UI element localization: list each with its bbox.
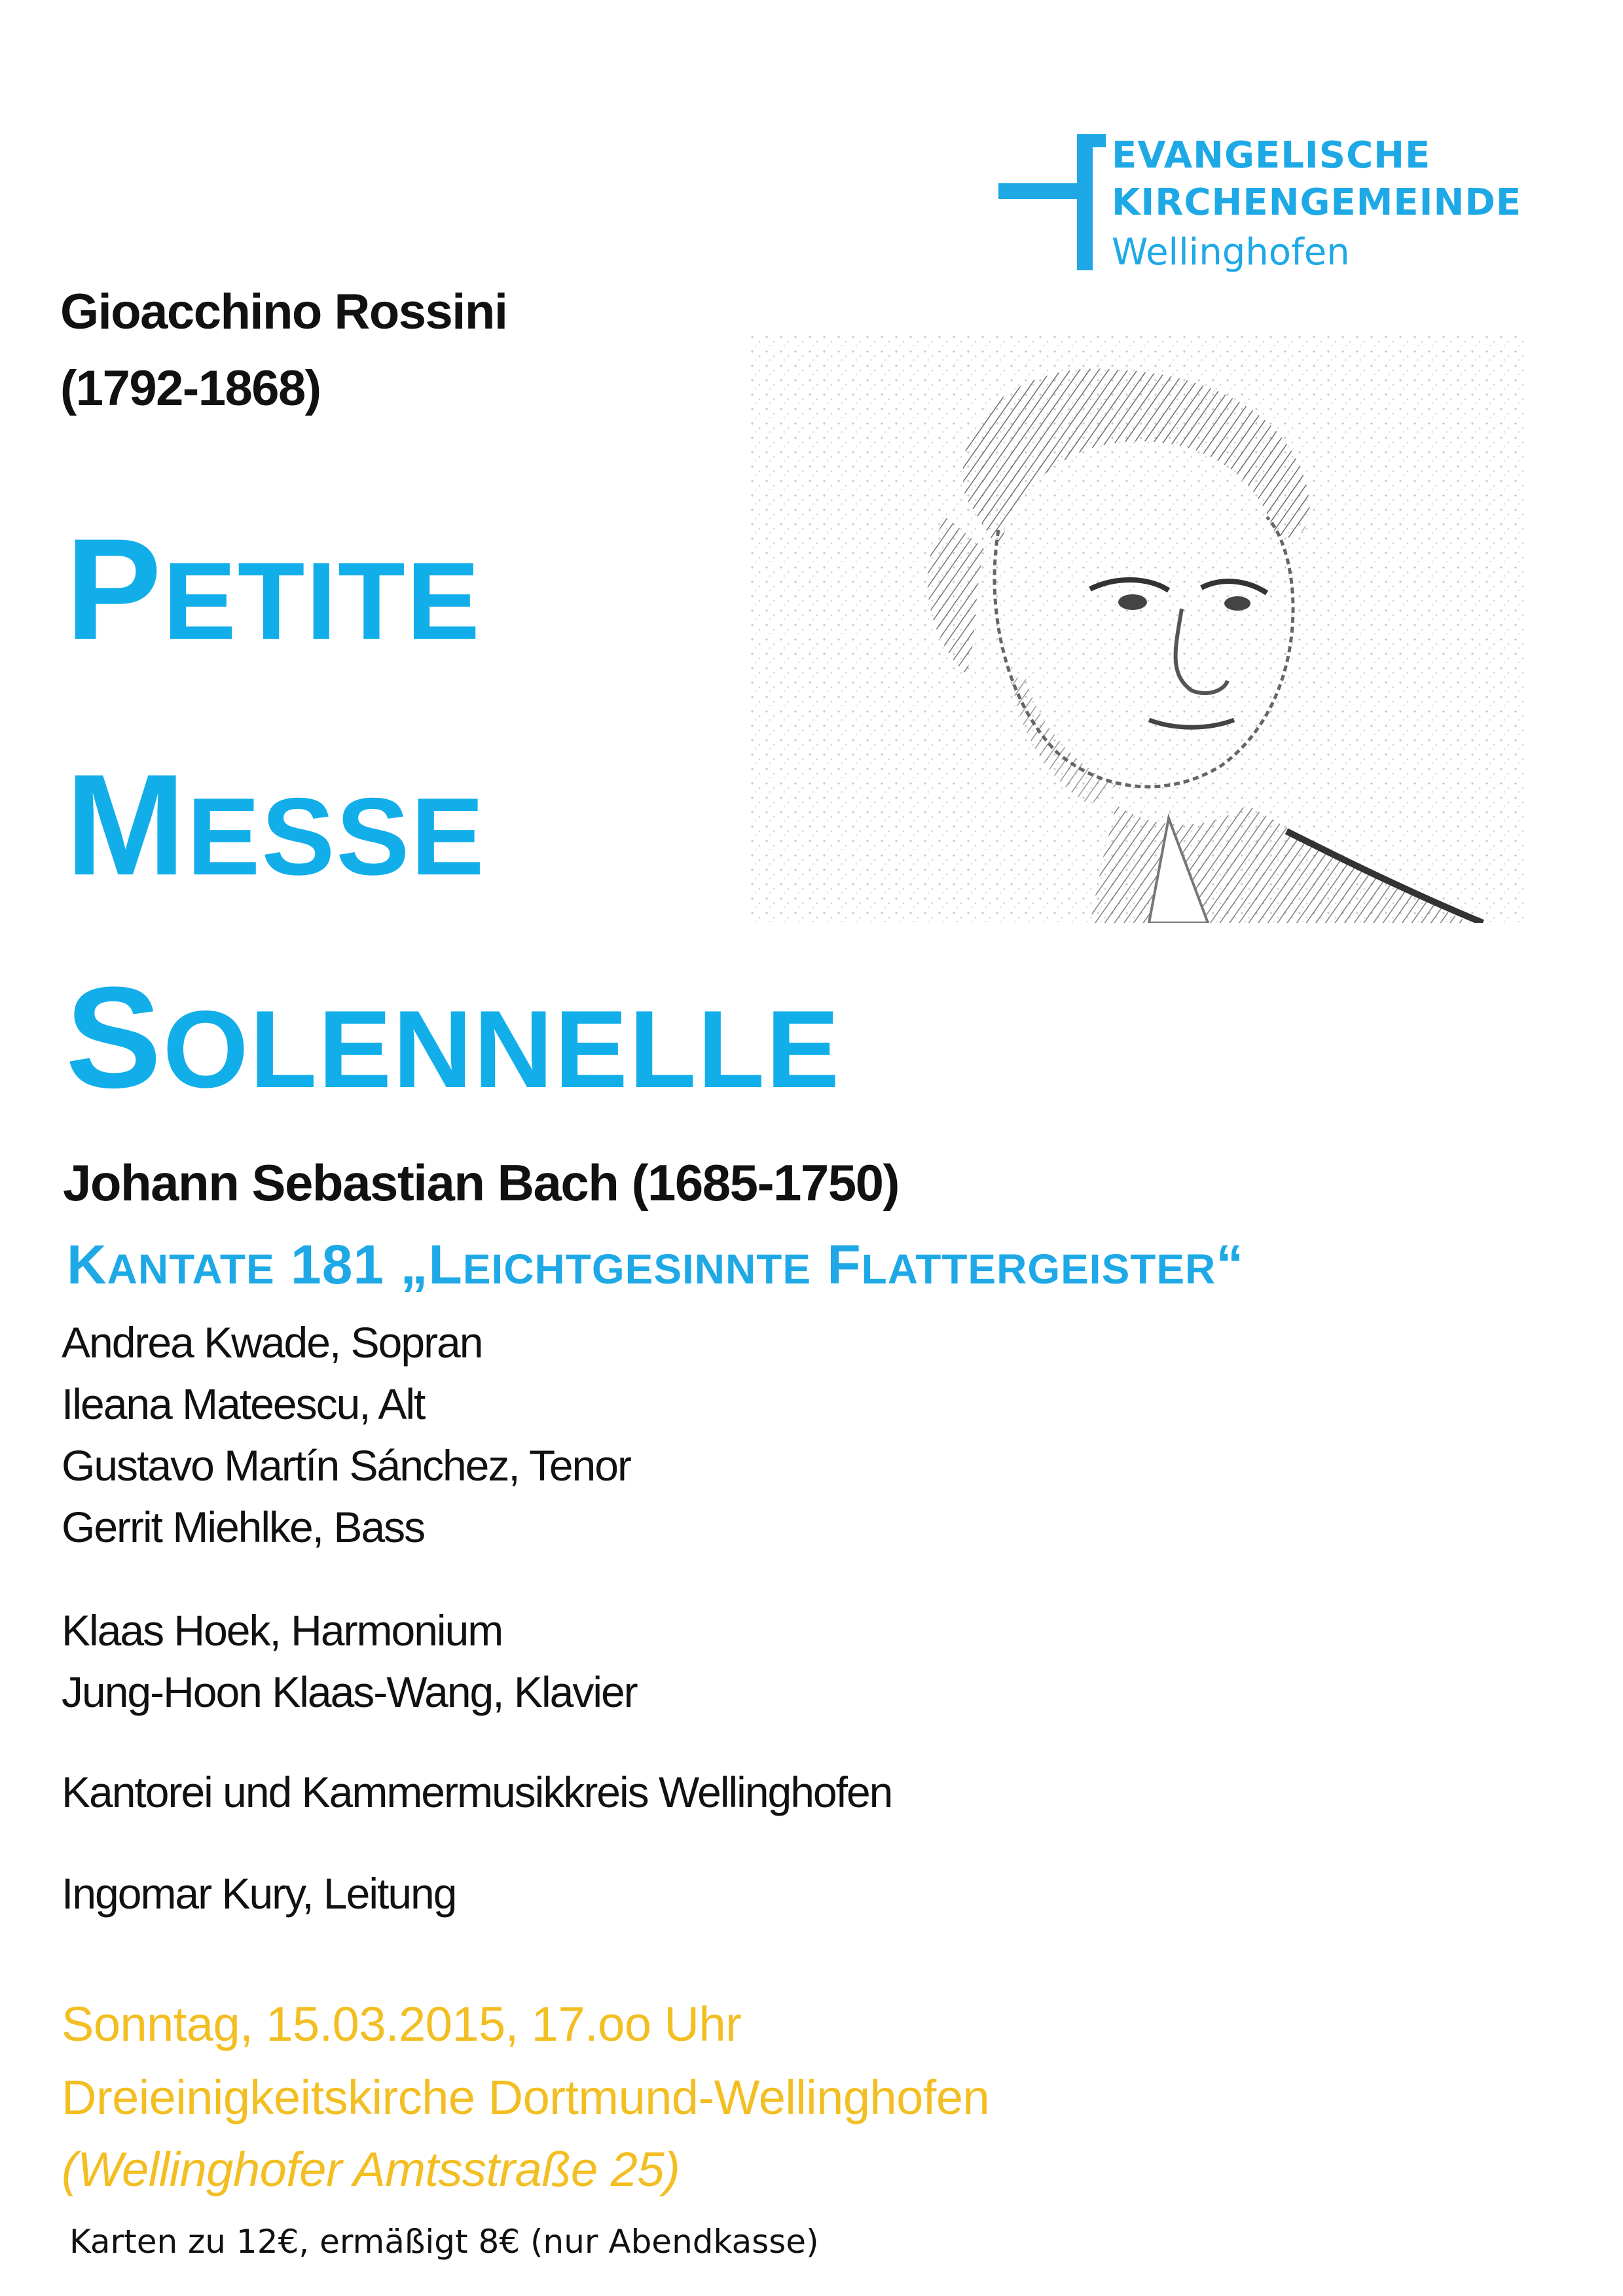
title-line-1-rest: ETITE bbox=[162, 539, 481, 662]
cantata-number: 181 „ bbox=[274, 1234, 429, 1295]
composer-name: Gioacchino Rossini bbox=[60, 284, 507, 340]
soloist-soprano: Andrea Kwade, Sopran bbox=[62, 1318, 483, 1367]
soloist-alt: Ileana Mateescu, Alt bbox=[62, 1380, 425, 1428]
cantata-close-quote: “ bbox=[1216, 1234, 1245, 1295]
second-composer: Johann Sebastian Bach (1685-1750) bbox=[63, 1154, 900, 1211]
title-line-1-initial: P bbox=[65, 509, 163, 670]
instrumentalist-harmonium: Klaas Hoek, Harmonium bbox=[62, 1606, 503, 1655]
cantata-l-initial: L bbox=[428, 1234, 463, 1295]
title-line-3 bbox=[65, 957, 841, 1118]
ensemble: Kantorei und Kammermusikkreis Wellinghofen bbox=[62, 1768, 892, 1816]
conductor: Ingomar Kury, Leitung bbox=[62, 1869, 456, 1918]
soloist-tenor: Gustavo Martín Sánchez, Tenor bbox=[62, 1441, 630, 1490]
cantata-k-initial: K bbox=[67, 1234, 107, 1295]
logo-line-2: KIRCHENGEMEINDE bbox=[1112, 181, 1522, 224]
cantata-k-rest: ANTATE bbox=[107, 1246, 275, 1293]
cantata-l-rest: EICHTGESINNTE bbox=[462, 1246, 811, 1293]
church-logo bbox=[998, 134, 1535, 285]
ticket-info: Karten zu 12€, ermäßigt 8€ (nur Abendkasse) bbox=[69, 2223, 819, 2261]
cantata-f-initial: F bbox=[811, 1234, 862, 1295]
event-address: (Wellinghofer Amtsstraße 25) bbox=[62, 2142, 680, 2197]
composer-years: (1792-1868) bbox=[60, 361, 321, 416]
instrumentalist-klavier: Jung-Hoon Klaas-Wang, Klavier bbox=[62, 1668, 637, 1716]
logo-line-3: Wellinghofen bbox=[1112, 231, 1350, 274]
cantata-f-rest: LATTERGEISTER bbox=[861, 1246, 1216, 1293]
title-line-3-initial: S bbox=[65, 957, 163, 1118]
cantata-title bbox=[67, 1234, 1245, 1295]
title-line-2-rest: ESSE bbox=[187, 775, 486, 898]
title-line-2-initial: M bbox=[65, 744, 187, 905]
title-line-1 bbox=[65, 509, 481, 670]
event-venue: Dreieinigkeitskirche Dortmund-Wellinghofen bbox=[62, 2070, 990, 2125]
title-line-3-rest: OLENNELLE bbox=[162, 988, 841, 1111]
rossini-portrait bbox=[750, 334, 1529, 923]
soloist-bass: Gerrit Miehlke, Bass bbox=[62, 1503, 425, 1551]
event-date-time: Sonntag, 15.03.2015, 17.oo Uhr bbox=[62, 1997, 742, 2051]
title-line-2 bbox=[65, 744, 486, 905]
logo-line-1: EVANGELISCHE bbox=[1112, 134, 1431, 177]
cross-icon bbox=[998, 134, 1110, 272]
